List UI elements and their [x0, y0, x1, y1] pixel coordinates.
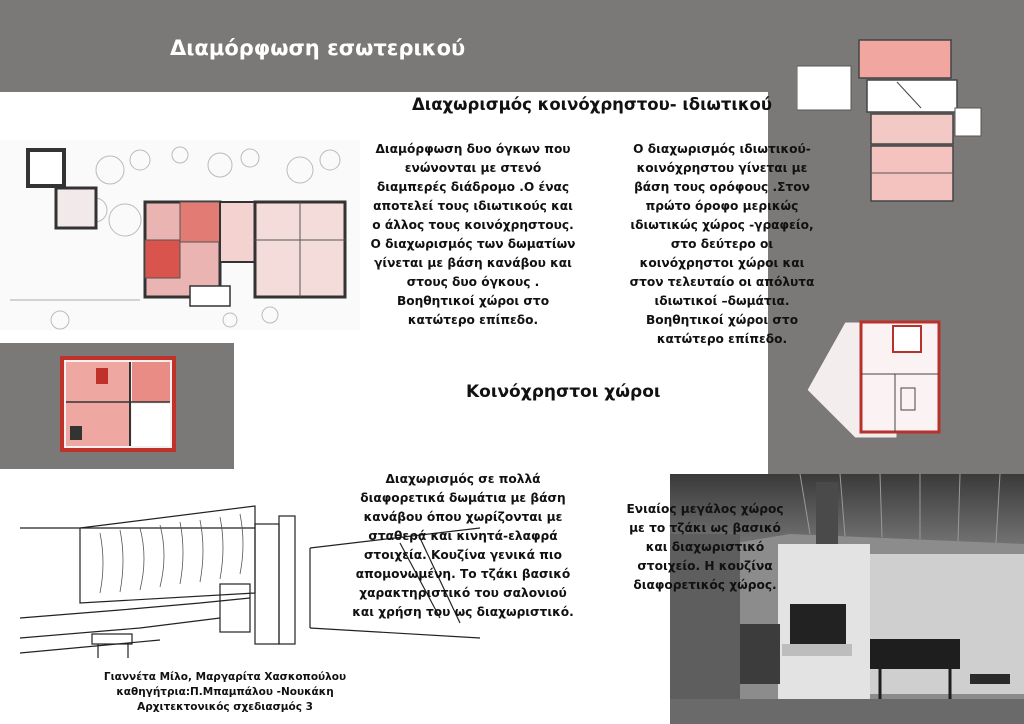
text-common-left: Διαχωρισμός σε πολλά διαφορετικά δωμάτια με βάση κανάβου όπου χωρίζονται με σταθερά και κινητά-ελαφρά στοιχεία. Κουζίνα γενικά πιο απομονωμένη. Το τζάκι βασικό χαρακτηριστικό του σαλονιού και χρήση του ως διαχωριστικό. — [352, 472, 574, 619]
text-common-right: Ενιαίος μεγάλος χώρος με το τζάκι ως βασικό και διαχωριστικό στοιχείο. Η κουζίνα διαφορετικός χώρος. — [626, 502, 784, 592]
credits-authors: Γιαννέτα Μίλο, Μαργαρίτα Χασκοπούλου — [103, 671, 347, 683]
section-heading-common: Κοινόχρηστοι χώροι — [466, 382, 661, 402]
floor-plan-small — [60, 356, 176, 452]
floor-plan-angled — [805, 318, 941, 442]
section-heading-private: Διαχωρισμός κοινόχρηστου- ιδιωτικού — [412, 95, 773, 114]
text-private-right: Ο διαχωρισμός ιδιωτικού-κοινόχρηστου γίνεται με βάση τους ορόφους .Στον πρώτο όροφο μερικώς ιδιωτικώς χώρος -γραφείο, στο δεύτερο οι κοινόχρηστοι χώροι και στον τελευταίο οι απόλυτα ιδιωτικοί –δωμάτια. Βοηθητικοί χώροι στο κατώτερο επίπεδο. — [629, 142, 815, 346]
credits — [90, 670, 360, 715]
floor-plans-stacked — [797, 38, 982, 206]
credits-professor: καθηγήτρια:Π.Μπαμπάλου -Νουκάκη — [116, 686, 334, 698]
site-floor-plan — [0, 140, 360, 330]
credits-course: Αρχιτεκτονικός σχεδιασμός 3 — [137, 701, 313, 713]
page-title: Διαμόρφωση εσωτερικού — [170, 36, 466, 60]
text-private-left: Διαμόρφωση δυο όγκων που ενώνονται με στενό διαμπερές διάδρομο .Ο ένας αποτελεί τους ιδιωτικούς και ο άλλος τους κοινόχρηστους. Ο διαχωρισμός των δωματίων γίνεται με βάση κανάβου και στους δυο όγκους . Βοηθητικοί χώροι στο κατώτερο επίπεδο. — [370, 142, 576, 327]
